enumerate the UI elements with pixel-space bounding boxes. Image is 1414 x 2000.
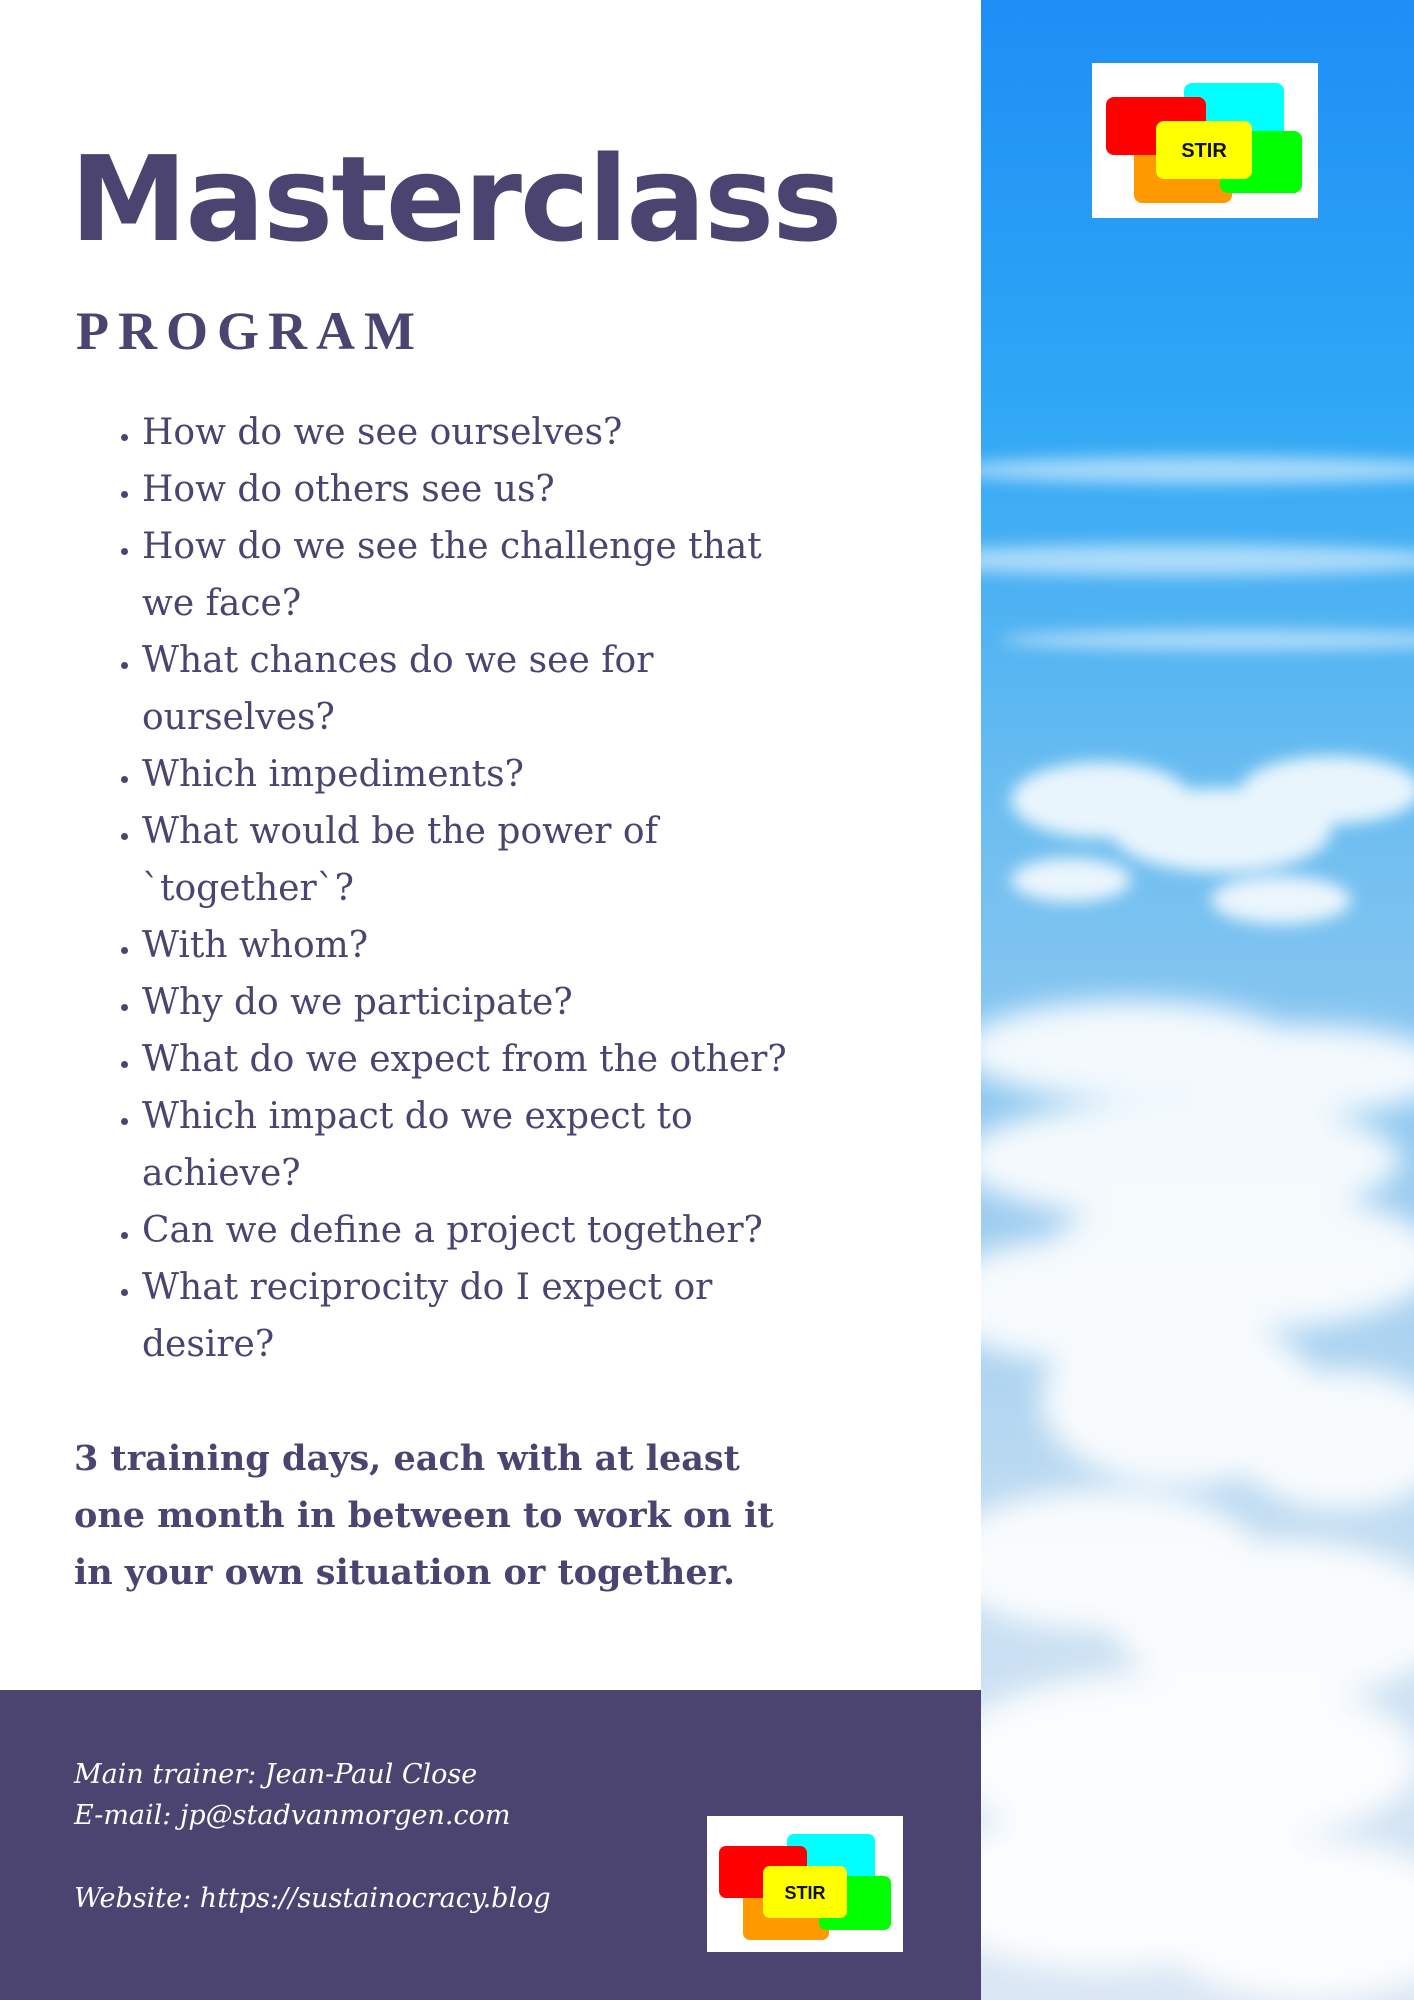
- trainer-line: Main trainer: Jean-Paul Close: [74, 1759, 478, 1790]
- website-link[interactable]: Website: https://sustainocracy.blog: [74, 1883, 551, 1914]
- list-item: • Which impact do we expect to achieve?: [142, 1088, 822, 1202]
- stir-logo-footer: [707, 1816, 903, 1952]
- clouds-illustration: [981, 0, 1414, 2000]
- stir-logo-footer-icon: [707, 1816, 903, 1952]
- list-item: • Which impediments?: [142, 746, 822, 803]
- training-summary: 3 training days, each with at least one month in between to work on it in your own situation or together.: [74, 1438, 774, 1593]
- program-list: [110, 404, 822, 1373]
- list-item: • What chances do we see for ourselves?: [142, 632, 822, 746]
- page-title: Masterclass: [70, 130, 841, 268]
- list-item: • What would be the power of `together`?: [142, 803, 822, 917]
- list-item: • What reciprocity do I expect or desire?: [142, 1259, 822, 1373]
- logo-footer-text: STIR: [784, 1883, 826, 1903]
- list-item: • Why do we participate?: [142, 974, 822, 1031]
- list-item: • What do we expect from the other?: [142, 1031, 822, 1088]
- list-item: • How do we see the challenge that we face?: [142, 518, 822, 632]
- email-link[interactable]: E-mail: jp@stadvanmorgen.com: [74, 1800, 511, 1831]
- section-subtitle: PROGRAM: [76, 301, 424, 361]
- stir-logo-icon: [1092, 63, 1318, 218]
- list-item: • How do others see us?: [142, 461, 822, 518]
- list-item: • Can we define a project together?: [142, 1202, 822, 1259]
- list-item: • With whom?: [142, 917, 822, 974]
- stir-logo: [1092, 63, 1318, 218]
- contact-block: [74, 1754, 551, 1919]
- list-item: • How do we see ourselves?: [142, 404, 822, 461]
- sky-image: [981, 0, 1414, 2000]
- logo-text: STIR: [1181, 140, 1227, 162]
